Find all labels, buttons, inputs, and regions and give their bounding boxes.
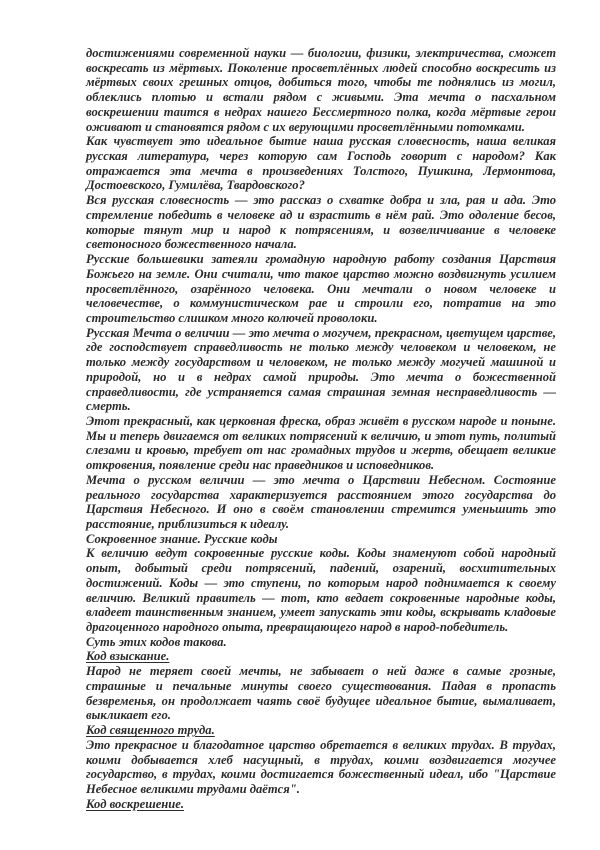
paragraph-good-and-evil: Вся русская словесность — это рассказ о схватке добра и зла, рая и ада. Это стремление победить в человеке ад и взрастить в нём рай. Это одоление бесов, которые тянут мир и народ к потрясениям, и возвеличивание в человеке светоносного божественного начала. — [86, 193, 556, 252]
paragraph-russian-codes: К величию ведут сокровенные русские коды. Коды знаменуют собой народный опыт, добытый среди потрясений, падений, озарений, восхитительных достижений. Коды — это ступени, по которым народ поднимается к своему величию. Великий правитель — тот, кто ведает сокровенные народные коды, владеет таинственным знанием, умеет запускать эти коды, вскрывать кладовые драгоценного народного опыта, превращающего народ в народ-победитель. — [86, 546, 556, 635]
code-heading-resurrection: Код воскрешение. — [86, 796, 185, 811]
paragraph-resurrection-science: достижениями современной науки — биологии, физики, электричества, сможет воскресать из мёртвых. Поколение просветлённых людей способно воскресить из мёртвых своих грешных отцов, добиться того, чтобы те поднялись из могил, облеклись плотью и встали рядом с живыми. Эта мечта о пасхальном воскрешении таится в недрах нашего Бессмертного полка, когда мёртвые герои оживают и становятся рядом с их верующими просветлёнными потомками. — [86, 46, 556, 134]
paragraph-fresco-image: Этот прекрасный, как церковная фреска, образ живёт в русском народе и поныне. Мы и теперь двигаемся от великих потрясений к величию, и этот путь, политый слезами и кровью, требует от нас громадных трудов и жертв, обещает великие откровения, появление среди нас праведников и исповедников. — [86, 413, 556, 473]
paragraph-bolsheviks: Русские большевики затеяли громадную народную работу создания Царствия Божьего на земле. Они считали, что такое царство можно воздвигнуть усилием просветлённого, озарённого человека. Они мечтали о новом человеке и человечестве, о коммунистическом рае и строили его, потратив на это строительство слишком много колючей проволоки. — [86, 252, 556, 325]
code-heading-sacred-labor: Код священного труда. — [86, 723, 215, 738]
paragraph-russian-literature-question: Как чувствует это идеальное бытие наша русская словесность, наша великая русская литература, через которую сам Господь говорит с народом? Как отражается эта мечта в произведениях Толстого, Пушкина, Лермонтова, Достоевского, Гумилёва, Твардовского? — [86, 134, 556, 193]
paragraph-dream-of-greatness: Русская Мечта о величии — это мечта о могучем, прекрасном, цветущем царстве, где господствует справедливость не только между человеком и человеком, не только между государством и человеком, не только между могучей машиной и природой, но и в недрах самой природы. Это мечта о божественной справедливости, где устраняется самая страшная земная несправедливость — смерть. — [86, 325, 556, 414]
paragraph-kingdom-of-heaven: Мечта о русском величии — это мечта о Царствии Небесном. Состояние реального государства характеризуется расстоянием этого государства до Царствия Небесного. И оно в своём становлении стремится уменьшить это расстояние, приблизиться к идеалу. — [86, 472, 556, 531]
code-heading-seeking: Код взыскание. — [86, 649, 170, 664]
paragraph-code-seeking: Народ не теряет своей мечты, не забывает о ней даже в самые грозные, страшные и печальные минуты своего существования. Падая в пропасть безвременья, он продолжает чаять своё будущее идеальное бытие, вымаливает, выкликает его. — [86, 664, 556, 723]
codes-intro-line: Суть этих кодов такова. — [86, 634, 227, 649]
section-heading-secret-knowledge: Сокровенное знание. Русские коды — [86, 531, 278, 546]
document-page — [86, 46, 556, 811]
paragraph-code-sacred-labor: Это прекрасное и благодатное царство обретается в великих трудах. В трудах, коими добывается хлеб насущный, в трудах, коими воздвигается могучее государство, в трудах, коими достигается божественный идеал, ибо "Царствие Небесное великими трудами даётся". — [86, 737, 556, 796]
